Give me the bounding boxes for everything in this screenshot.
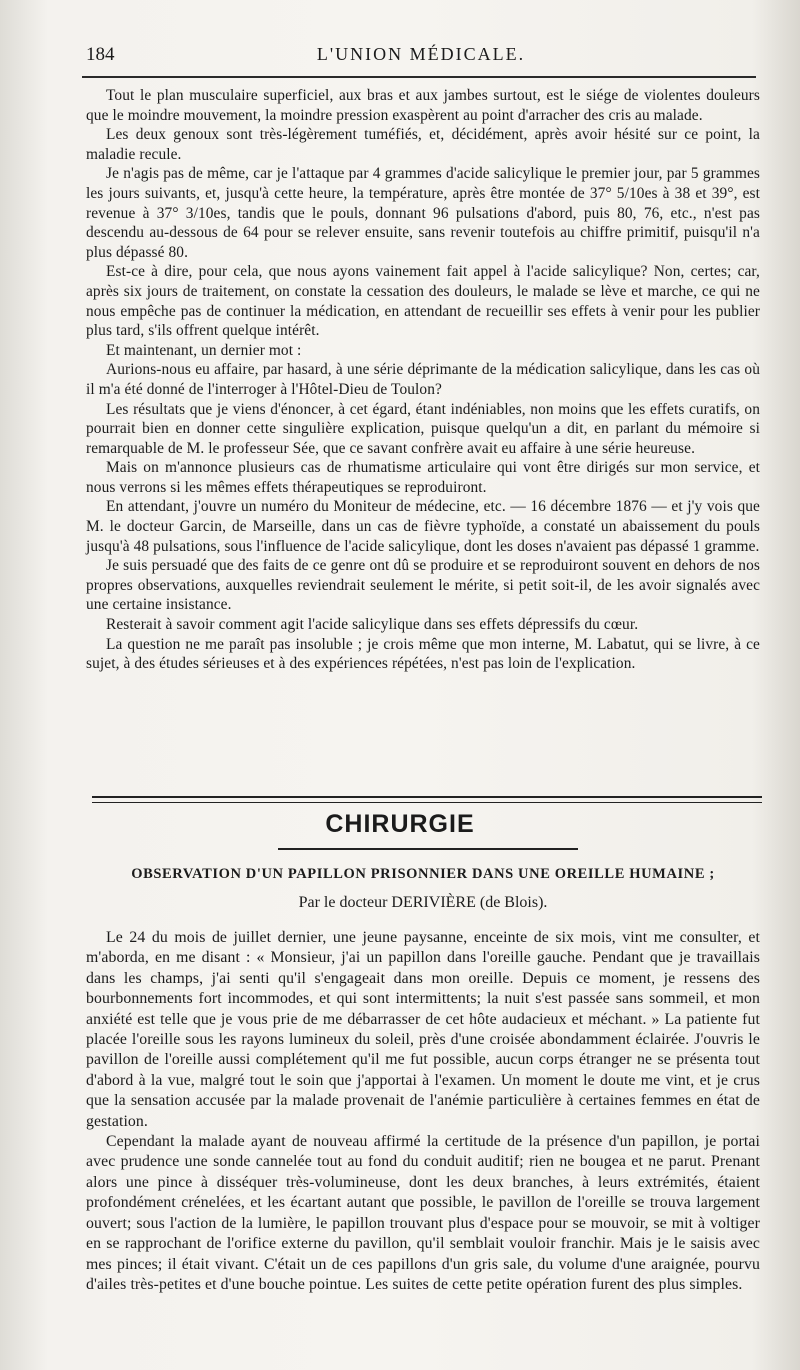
article-title: OBSERVATION D'UN PAPILLON PRISONNIER DANS UNE OREILLE HUMAINE ;: [131, 866, 715, 882]
header-rule: [82, 76, 756, 78]
paragraph: Tout le plan musculaire superficiel, aux bras et aux jambes surtout, est le siége de violentes douleurs que le moindre mouvement, la moindre pression exaspèrent au point d'arracher des cris au malade.: [86, 87, 760, 124]
page-header: [82, 38, 760, 68]
article-author: Par le docteur DERIVIÈRE (de Blois).: [298, 894, 548, 911]
paragraph: En attendant, j'ouvre un numéro du Moniteur de médecine, etc. — 16 décembre 1876 — et j'y vois que M. le docteur Garcin, de Marseille, dans un cas de fièvre typhoïde, a constaté un abaissement du pouls jusqu'à 48 pulsations, sous l'influence de l'acide salicylique, dont les doses n'avaient pas dépassé 1 gramme.: [86, 498, 760, 555]
paragraph: Je n'agis pas de même, car je l'attaque par 4 grammes d'acide salicylique le premier jour, par 5 grammes les jours suivants, et, jusqu'à cette heure, la température, après être montée de 37° 5/10es à 38 et 39°, est revenue à 37° 3/10es, tandis que le pouls, donnant 96 pulsations d'abord, puis 80, 76, etc., n'est pas descendu au-dessous de 64 pour se relever ensuite, sans revenir toutefois au chiffre primitif, puisqu'il n'a plus dépassé 80.: [86, 165, 760, 261]
paragraph: Aurions-nous eu affaire, par hasard, à une série déprimante de la médication salicylique, dans les cas où il m'a été donné de l'interroger à l'Hôtel-Dieu de Toulon?: [86, 361, 760, 398]
page-number: 184: [86, 44, 115, 65]
paragraph: Le 24 du mois de juillet dernier, une jeune paysanne, enceinte de six mois, vint me consulter, et m'aborda, en me disant : « Monsieur, j'ai un papillon dans l'oreille gauche. Pendant que je travaillais dans les champs, j'ai senti qu'il s'engageait dans mon oreille. Depuis ce moment, je ressens des bourbonnements fort incommodes, et qui sont intermittents; la nuit s'est passée sans sommeil, et mon anxiété est telle que je vous prie de me débarrasser de cet hôte audacieux et méchant. » La patiente fut placée l'oreille sous les rayons lumineux du soleil, près d'une croisée abondamment éclairée. J'ouvris le pavillon de l'oreille aussi complétement qu'il me fut possible, aucun corps étranger ne se présenta tout d'abord à la vue, malgré tout le soin que j'apportai à l'examen. Un moment le doute me vint, et je crus que la sensation accusée par la malade provenait de l'anémie particulière à certaines femmes en état de gestation.: [86, 929, 760, 1130]
paragraph: Et maintenant, un dernier mot :: [106, 341, 302, 359]
paragraph: Est-ce à dire, pour cela, que nous ayons vainement fait appel à l'acide salicylique? Non, certes; car, après six jours de traitement, on constate la cessation des douleurs, le malade se lève et marche, ce qui ne nous empêche pas de continuer la médication, en attendant de recueillir ses effets à venir pour les publier plus tard, s'ils offrent quelque intérêt.: [86, 263, 760, 340]
paragraph: Mais on m'annonce plusieurs cas de rhumatisme articulaire qui vont être dirigés sur mon service, et nous verrons si les mêmes effets thérapeutiques se reproduiront.: [86, 459, 760, 496]
paragraph: Les deux genoux sont très-légèrement tuméfiés, et, décidément, après avoir hésité sur ce point, la maladie recule.: [86, 126, 760, 163]
paragraph: Les résultats que je viens d'énoncer, à cet égard, étant indéniables, non moins que les effets curatifs, on pourrait bien en donner cette singulière explication, puisque quelqu'un a dit, en parlant du mémoire si remarquable de M. le professeur Sée, que ce savant confrère avait eu affaire à une série heureuse.: [86, 400, 760, 457]
section-divider: [92, 796, 762, 803]
running-title: L'UNION MÉDICALE.: [316, 44, 526, 64]
paragraph: Je suis persuadé que des faits de ce genre ont dû se produire et se reproduiront souvent en dehors de nos propres observations, auxquelles reviendrait seulement le mérite, si petit soit-il, de les avoir signalés avec une certaine insistance.: [86, 557, 760, 614]
main-text: [86, 86, 760, 674]
paragraph: Cependant la malade ayant de nouveau affirmé la certitude de la présence d'un papillon, je portai avec prudence une sonde cannelée tout au fond du conduit auditif; rien ne bougea et ne parut. Prenant alors une pince à disséquer très-volumineuse, dont les deux branches, à leurs extrémités, étaient profondément crénelées, et les écartant autant que possible, le pavillon de l'oreille se trouva largement ouvert; sous l'action de la lumière, le papillon trouvant plus d'espace pour se mouvoir, se mit à voltiger en se rapprochant de l'orifice externe du pavillon, qu'il semblait vouloir franchir. Mais je le saisis avec mes pinces; il était vivant. C'était un de ces papillons d'un gris sale, du volume d'une araignée, pourvu d'ailes très-petites et d'une bouche pointue. Les suites de cette petite opération furent des plus simples.: [86, 1133, 760, 1293]
section-underline: [278, 848, 578, 850]
paragraph: Resterait à savoir comment agit l'acide salicylique dans ses effets dépressifs du cœur.: [106, 616, 639, 634]
paragraph: La question ne me paraît pas insoluble ; je crois même que mon interne, M. Labatut, qui se livre, à ce sujet, à des études sérieuses et à des expériences répétées, n'est pas loin de l'explication.: [86, 635, 760, 673]
article-body: [86, 928, 760, 1295]
section-title: CHIRURGIE: [325, 810, 475, 838]
